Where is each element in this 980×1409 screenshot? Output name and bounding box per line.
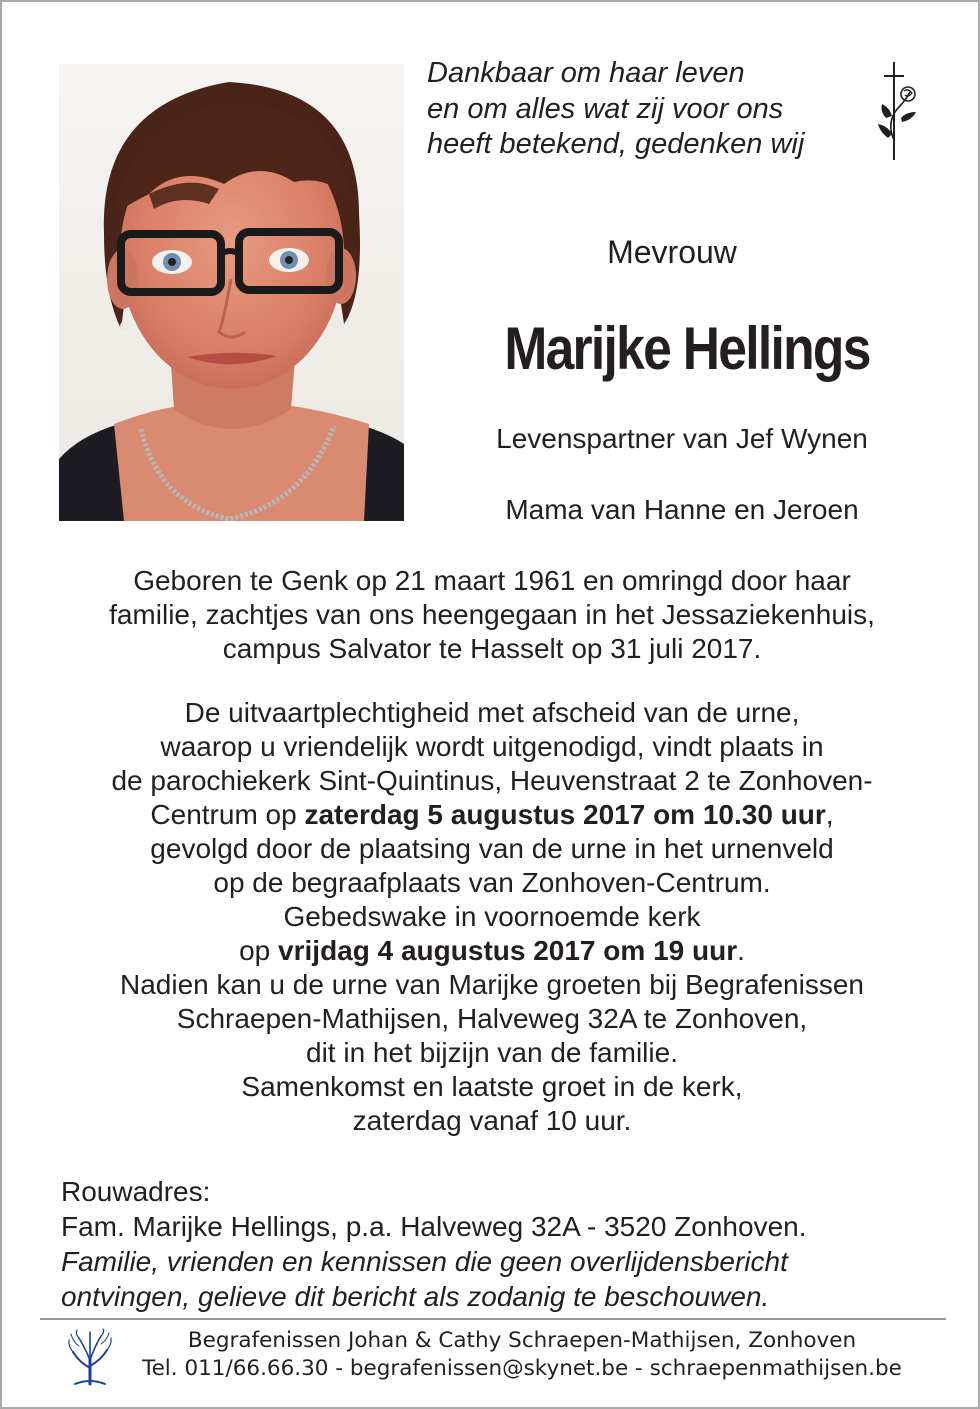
quote-line: Dankbaar om haar leven <box>427 57 745 89</box>
paragraph-line: Samenkomst en laatste groet in de kerk, <box>241 1071 743 1102</box>
ceremony-paragraph <box>42 696 942 1138</box>
address-note: Familie, vrienden en kennissen die geen overlijdensbericht <box>61 1246 788 1277</box>
paragraph-line: Nadien kan u de urne van Marijke groeten bij Begrafenissen <box>119 969 864 1000</box>
address-line: Fam. Marijke Hellings, p.a. Halveweg 32A - 3520 Zonhoven. <box>61 1211 807 1242</box>
address-label: Rouwadres: <box>61 1176 211 1207</box>
line-text: . <box>737 935 745 966</box>
quote-line: en om alles wat zij voor ons <box>427 92 784 125</box>
funeral-home-contact: Tel. 011/66.66.30 - begrafenissen@skynet.be - schraepenmathijsen.be <box>142 1356 902 1381</box>
funeral-home-name: Begrafenissen Johan & Cathy Schraepen-Mathijsen, Zonhoven <box>187 1328 857 1353</box>
paragraph-line: zaterdag vanaf 10 uur. <box>352 1105 632 1136</box>
funeral-date: zaterdag 5 augustus 2017 om 10.30 uur <box>304 799 826 830</box>
relation-children: Mama van Hanne en Jeroen <box>505 494 859 525</box>
paragraph-line: Gebedswake in voornoemde kerk <box>283 901 701 932</box>
portrait-illustration <box>59 64 404 521</box>
deceased-name: Marijke Hellings <box>504 315 870 382</box>
paragraph-line: gevolgd door de plaatsing van de urne in het urnenveld <box>150 833 834 864</box>
line-text: op <box>239 935 279 966</box>
mourning-address <box>61 1174 941 1314</box>
paragraph-line: waarop u vriendelijk wordt uitgenodigd, vindt plaats in <box>160 731 824 762</box>
paragraph-line: De uitvaartplechtigheid met afscheid van de urne, <box>184 697 800 728</box>
honorific: Mevrouw <box>607 234 737 270</box>
paragraph-line <box>42 934 942 968</box>
vigil-date: vrijdag 4 augustus 2017 om 19 uur <box>278 935 738 966</box>
line-text: Centrum op <box>150 799 305 830</box>
address-note: ontvingen, gelieve dit bericht als zodanig te beschouwen. <box>61 1281 770 1312</box>
tree-logo-icon <box>65 1328 115 1386</box>
portrait-photo <box>59 64 404 521</box>
quote-line: heeft betekend, gedenken wij <box>427 128 805 160</box>
relation-partner: Levenspartner van Jef Wynen <box>496 423 868 454</box>
paragraph-line <box>42 798 942 832</box>
cross-with-rose-icon <box>872 60 920 164</box>
paragraph-line: campus Salvator te Hasselt op 31 juli 2017. <box>222 633 762 664</box>
opening-quote <box>427 56 867 163</box>
paragraph-line: dit in het bijzijn van de familie. <box>306 1037 678 1068</box>
paragraph-line: op de begraafplaats van Zonhoven-Centrum. <box>213 867 771 898</box>
paragraph-line: Geboren te Genk op 21 maart 1961 en omringd door haar <box>133 565 851 596</box>
line-text: , <box>825 799 834 830</box>
footer-divider <box>40 1318 946 1320</box>
birth-death-paragraph <box>42 564 942 666</box>
paragraph-line: Schraepen-Mathijsen, Halveweg 32A te Zonhoven, <box>176 1003 808 1034</box>
paragraph-line: familie, zachtjes van ons heengegaan in het Jessaziekenhuis, <box>109 599 875 630</box>
paragraph-line: de parochiekerk Sint-Quintinus, Heuvenstraat 2 te Zonhoven- <box>111 765 873 796</box>
